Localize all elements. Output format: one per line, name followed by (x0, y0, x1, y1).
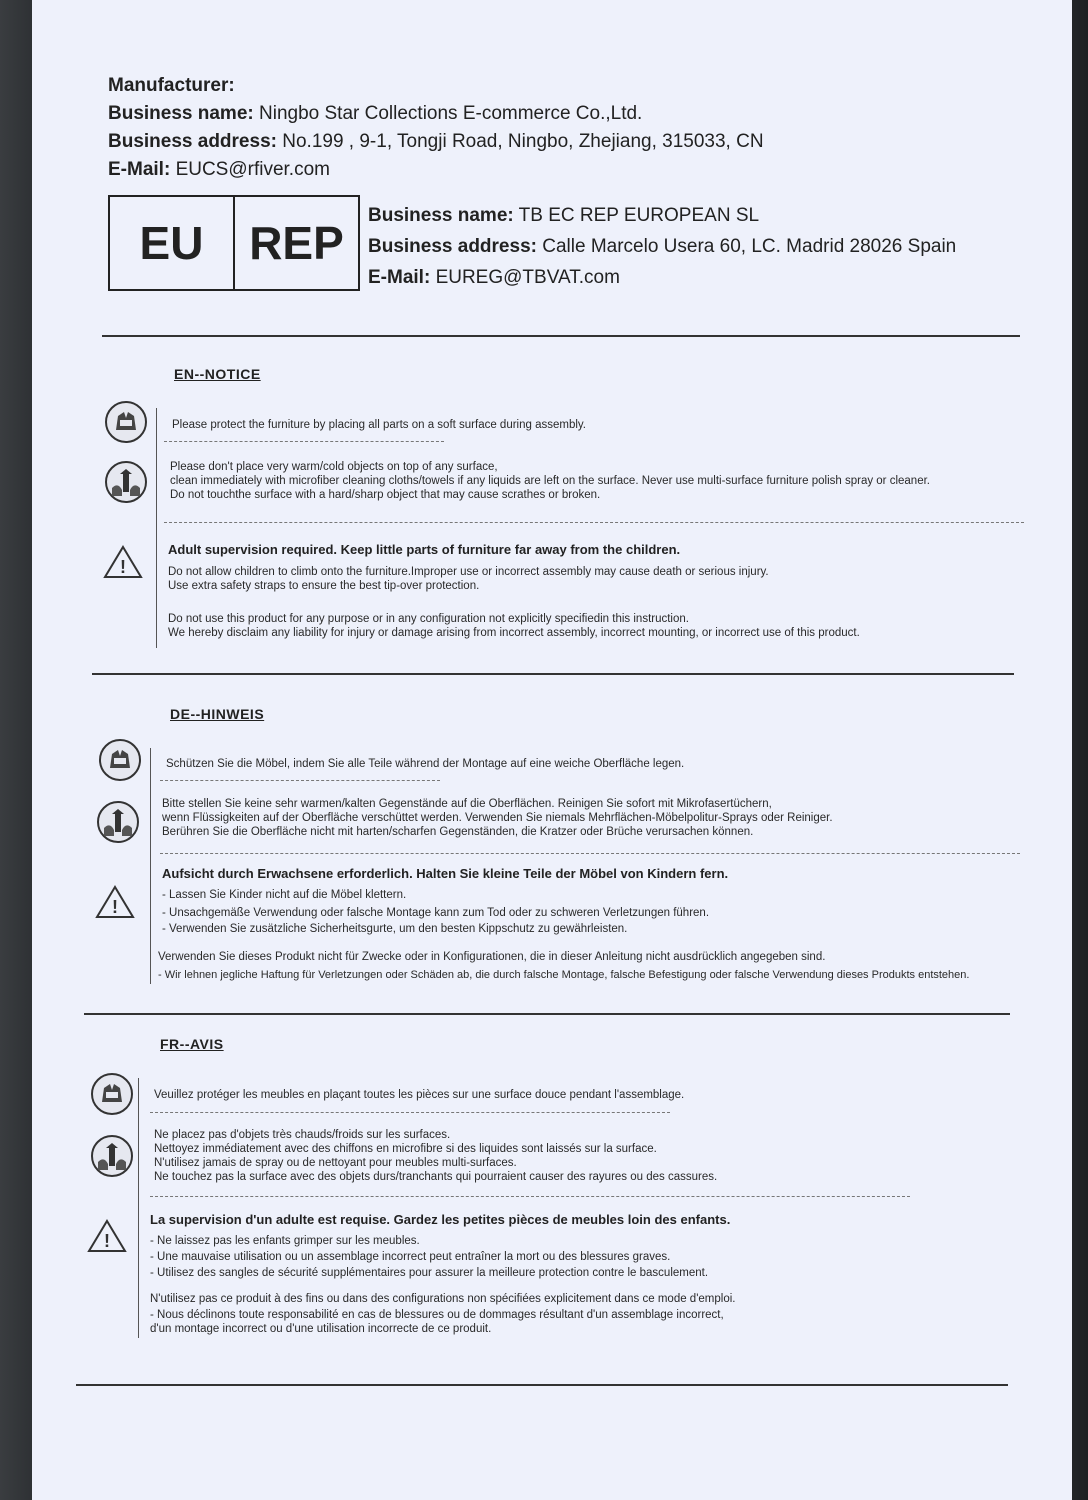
manufacturer-name-label: Business name: (108, 103, 254, 124)
warning-line: - Une mauvaise utilisation ou un assemblage incorrect peut entraîner la mort ou des blessures graves. (150, 1251, 671, 1263)
manufacturer-name: Ningbo Star Collections E-commerce Co.,Ltd. (259, 103, 643, 124)
protect-text: Please protect the furniture by placing all parts on a soft surface during assembly. (172, 419, 587, 431)
divider (76, 1384, 1008, 1386)
dashed-separator (160, 853, 1020, 854)
section-title-en: EN--NOTICE (174, 366, 261, 382)
care-line: Do not touchthe surface with a hard/sharp object that may cause scrathes or broken. (170, 489, 601, 501)
warning-line: - Lassen Sie Kinder nicht auf die Möbel klettern. (162, 889, 407, 901)
divider (92, 673, 1014, 675)
care-line: Please don't place very warm/cold objects on top of any surface, (170, 461, 498, 473)
eu-rep-name-label: Business name: (368, 205, 514, 226)
dashed-separator (150, 1112, 670, 1113)
surface-care-icon (90, 1134, 134, 1183)
instruction-sheet (32, 0, 1072, 1500)
section-rule (138, 1078, 139, 1338)
eu-rep-symbol-eu: EU (139, 217, 204, 269)
manufacturer-address: No.199 , 9-1, Tongji Road, Ningbo, Zhejiang, 315033, CN (282, 131, 764, 152)
warning-icon (94, 884, 136, 925)
warning-line: - Unsachgemäße Verwendung oder falsche Montage kann zum Tod oder zu schweren Verletzungen führen. (162, 907, 710, 919)
disclaimer-line: Do not use this product for any purpose or in any configuration not explicitly specifiedin this instruction. (168, 613, 689, 625)
warning-heading: Aufsicht durch Erwachsene erforderlich. Halten Sie kleine Teile der Möbel von Kindern fern. (162, 866, 729, 881)
manufacturer-block (108, 72, 764, 184)
warning-line: - Verwenden Sie zusätzliche Sicherheitsgurte, um den besten Kippschutz zu gewährleisten. (162, 923, 628, 935)
warning-icon (86, 1218, 128, 1259)
manufacturer-email-label: E-Mail: (108, 159, 171, 180)
warning-line: - Utilisez des sangles de sécurité supplémentaires pour assurer la meilleure protection contre le basculement. (150, 1267, 709, 1279)
eu-rep-symbol-rep: REP (233, 197, 358, 289)
protect-furniture-icon (90, 1072, 134, 1121)
warning-heading: Adult supervision required. Keep little parts of furniture far away from the children. (168, 542, 681, 557)
section-title-fr: FR--AVIS (160, 1036, 224, 1052)
protect-furniture-icon (98, 738, 142, 787)
care-line: Bitte stellen Sie keine sehr warmen/kalten Gegenstände auf die Oberflächen. Reinigen Sie sofort mit Mikrofasertüchern, (162, 798, 772, 810)
care-line: Ne touchez pas la surface avec des objets durs/tranchants qui pourraient causer des rayures ou des cassures. (154, 1171, 718, 1183)
eu-rep-symbol (108, 195, 360, 291)
disclaimer-line: Verwenden Sie dieses Produkt nicht für Zwecke oder in Konfigurationen, die in dieser Anleitung nicht ausdrücklich angegeben sind. (158, 951, 826, 963)
section-title-de: DE--HINWEIS (170, 706, 265, 722)
care-line: Berühren Sie die Oberfläche nicht mit harten/scharfen Gegenständen, die Kratzer oder Brüche verursachen können. (162, 826, 754, 838)
disclaimer-line: - Wir lehnen jegliche Haftung für Verletzungen oder Schäden ab, die durch falsche Montage, falsche Befestigung oder falsche Verwendung dieses Produkts entstehen. (158, 969, 970, 981)
surface-care-icon (96, 800, 140, 849)
dashed-separator (160, 780, 440, 781)
warning-icon (102, 544, 144, 585)
disclaimer-line: d'un montage incorrect ou d'une utilisation incorrecte de ce produit. (150, 1323, 492, 1335)
care-line: N'utilisez jamais de spray ou de nettoyant pour meubles multi-surfaces. (154, 1157, 517, 1169)
warning-line: Use extra safety straps to ensure the best tip-over protection. (168, 580, 480, 592)
divider (102, 335, 1020, 337)
svg-text:!: ! (120, 557, 126, 577)
disclaimer-line: We hereby disclaim any liability for injury or damage arising from incorrect assembly, incorrect mounting, or incorrect use of this product. (168, 627, 860, 639)
svg-text:!: ! (112, 897, 118, 917)
protect-furniture-icon (104, 400, 148, 449)
eu-rep-name: TB EC REP EUROPEAN SL (518, 205, 760, 226)
disclaimer-line: N'utilisez pas ce produit à des fins ou dans des configurations non spécifiées explicitement dans ce mode d'emploi. (150, 1293, 736, 1305)
surface-care-icon (104, 460, 148, 509)
svg-text:!: ! (104, 1231, 110, 1251)
warning-line: Do not allow children to climb onto the furniture.Improper use or incorrect assembly may cause death or serious injury. (168, 566, 769, 578)
dashed-separator (164, 522, 1024, 523)
protect-text: Schützen Sie die Möbel, indem Sie alle Teile während der Montage auf eine weiche Oberfläche legen. (166, 758, 685, 770)
protect-text: Veuillez protéger les meubles en plaçant toutes les pièces sur une surface douce pendant l'assemblage. (154, 1089, 685, 1101)
eu-rep-email-label: E-Mail: (368, 267, 431, 288)
care-line: Nettoyez immédiatement avec des chiffons en microfibre si des liquides sont laissés sur la surface. (154, 1143, 657, 1155)
eu-rep-email: EUREG@TBVAT.com (435, 267, 620, 288)
section-rule (150, 748, 151, 984)
manufacturer-address-label: Business address: (108, 131, 277, 152)
care-line: wenn Flüssigkeiten auf der Oberfläche verschüttet werden. Verwenden Sie niemals Mehrflächen-Möbelpolitur-Sprays oder Reiniger. (162, 812, 833, 824)
disclaimer-line: - Nous déclinons toute responsabilité en cas de blessures ou de dommages résultant d'un assemblage incorrect, (150, 1309, 724, 1321)
care-line: clean immediately with microfiber cleaning cloths/towels if any liquids are left on the surface. Never use multi-surface furniture polish spray or cleaner. (170, 475, 930, 487)
manufacturer-email: EUCS@rfiver.com (175, 159, 330, 180)
dashed-separator (150, 1196, 910, 1197)
warning-heading: La supervision d'un adulte est requise. Gardez les petites pièces de meubles loin des enfants. (150, 1212, 731, 1227)
dashed-separator (164, 441, 444, 442)
eu-rep-address: Calle Marcelo Usera 60, LC. Madrid 28026 Spain (542, 236, 957, 257)
care-line: Ne placez pas d'objets très chauds/froids sur les surfaces. (154, 1129, 451, 1141)
manufacturer-heading: Manufacturer: (108, 75, 235, 96)
eu-rep-block (368, 200, 956, 293)
eu-rep-address-label: Business address: (368, 236, 537, 257)
warning-line: - Ne laissez pas les enfants grimper sur les meubles. (150, 1235, 420, 1247)
divider (84, 1013, 1010, 1015)
section-rule (156, 408, 157, 648)
